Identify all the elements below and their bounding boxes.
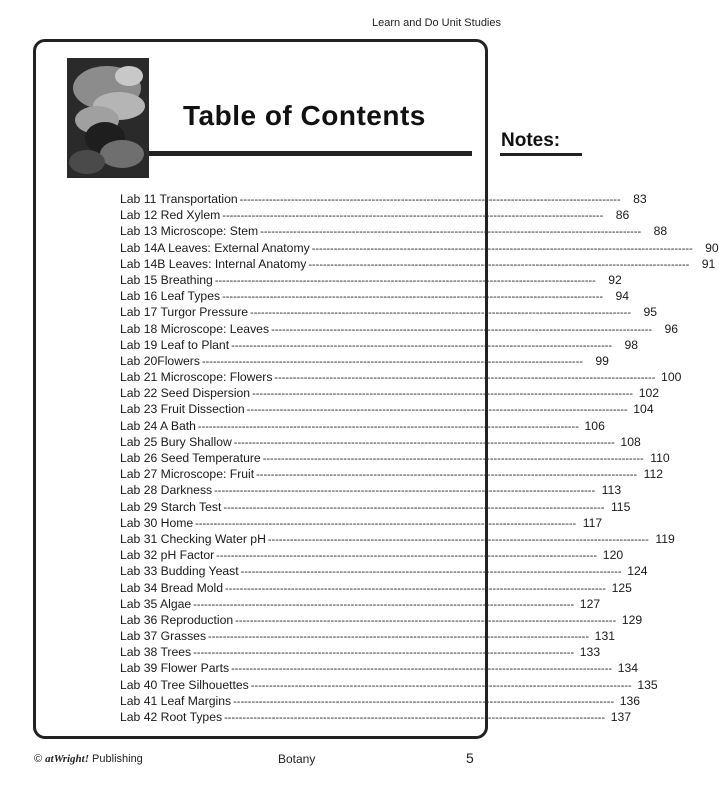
toc-entry-label: Lab 38 Trees [120,645,192,660]
toc-dot-leader: -------------------------------------------------------------------------------------------------------- [239,194,621,206]
toc-dot-leader: -------------------------------------------------------------------------------------------------------- [308,258,690,271]
toc-entry-page: 120 [602,548,624,563]
toc-dot-leader: -------------------------------------------------------------------------------------------------------- [252,388,634,401]
notes-underline [500,153,582,156]
toc-entry-page: 100 [661,370,682,385]
footer-publisher [34,753,143,765]
toc-entry-page: 113 [601,483,622,498]
toc-entry [120,693,641,710]
toc-entry-label: Lab 39 Flower Parts [120,661,230,676]
toc-entry-page: 108 [620,434,641,449]
toc-dot-leader: -------------------------------------------------------------------------------------------------------- [260,226,642,239]
toc-entry-label: Lab 40 Tree Silhouettes [120,677,249,692]
title-underline [149,151,472,156]
toc-entry-page: 106 [584,418,605,433]
toc-dot-leader: -------------------------------------------------------------------------------------------------------- [222,291,604,304]
toc-entry-label: Lab 14A Leaves: External Anatomy [120,240,310,255]
toc-entry-label: Lab 20Flowers [120,353,200,368]
toc-dot-leader: -------------------------------------------------------------------------------------------------------- [197,420,579,433]
toc-list [120,192,719,726]
toc-entry-label: Lab 16 Leaf Types [120,289,221,304]
toc-entry [120,224,668,240]
toc-entry-label: Lab 12 Red Xylem [120,208,221,223]
toc-entry [120,645,601,661]
toc-entry [120,612,643,629]
toc-entry-page: 135 [637,677,658,692]
toc-entry [120,192,647,208]
toc-dot-leader: -------------------------------------------------------------------------------------------------------- [231,339,613,352]
series-header: Learn and Do Unit Studies [371,17,501,29]
toc-entry [120,710,632,726]
toc-entry-page: 86 [615,208,630,223]
toc-entry-page: 90 [705,240,719,255]
toc-entry-label: Lab 22 Seed Dispersion [120,386,251,401]
toc-entry-page: 102 [638,386,660,401]
toc-entry-label: Lab 36 Reproduction [120,612,234,627]
toc-dot-leader: -------------------------------------------------------------------------------------------------------- [240,566,622,579]
toc-entry-label: Lab 28 Darkness [120,483,213,498]
publisher-brand: atWright! [45,753,89,765]
toc-entry [120,531,675,548]
toc-entry-label: Lab 23 Fruit Dissection [120,402,245,417]
toc-entry [120,353,609,370]
toc-entry [120,289,630,305]
toc-dot-leader: -------------------------------------------------------------------------------------------------------- [274,372,656,385]
toc-entry-label: Lab 21 Microscope: Flowers [120,370,273,385]
toc-entry-label: Lab 41 Leaf Margins [120,693,232,708]
toc-entry [120,434,641,451]
toc-entry-label: Lab 13 Microscope: Stem [120,224,259,239]
toc-entry [120,499,631,516]
toc-dot-leader: -------------------------------------------------------------------------------------------------------- [224,712,606,724]
toc-entry-label: Lab 42 Root Types [120,710,223,724]
toc-entry-page: 110 [650,451,670,465]
toc-entry [120,240,719,257]
toc-dot-leader: -------------------------------------------------------------------------------------------------------- [222,210,604,223]
toc-entry-page: 112 [643,467,664,482]
toc-entry [120,402,654,418]
toc-entry-page: 115 [610,499,631,514]
publisher-name: Publishing [92,753,143,765]
toc-dot-leader: -------------------------------------------------------------------------------------------------------- [311,242,693,255]
toc-entry-label: Lab 19 Leaf to Plant [120,337,230,352]
page-number: 5 [466,750,474,766]
toc-entry-page: 91 [701,256,716,271]
toc-dot-leader: -------------------------------------------------------------------------------------------------------- [195,517,577,530]
toc-dot-leader: -------------------------------------------------------------------------------------------------------- [262,453,644,465]
toc-entry-label: Lab 30 Home [120,515,194,530]
toc-entry-label: Lab 27 Microscope: Fruit [120,467,255,482]
toc-dot-leader: -------------------------------------------------------------------------------------------------------- [214,274,596,287]
toc-entry [120,418,605,435]
toc-entry-label: Lab 18 Microscope: Leaves [120,321,270,336]
toc-entry-label: Lab 17 Turgor Pressure [120,305,249,320]
toc-entry [120,467,664,483]
toc-dot-leader: -------------------------------------------------------------------------------------------------------- [193,647,575,660]
toc-entry-page: 99 [595,353,609,368]
toc-dot-leader: -------------------------------------------------------------------------------------------------------- [201,355,583,368]
toc-dot-leader: -------------------------------------------------------------------------------------------------------- [235,614,617,627]
hands-soil-photo [67,58,149,178]
toc-entry-page: 104 [633,402,654,417]
toc-entry [120,515,603,532]
toc-entry [120,305,658,321]
toc-dot-leader: -------------------------------------------------------------------------------------------------------- [193,598,575,611]
toc-entry [120,337,639,354]
toc-entry-page: 125 [611,580,632,595]
toc-entry-label: Lab 11 Transportation [120,192,238,206]
toc-entry-label: Lab 33 Budding Yeast [120,564,239,579]
toc-entry [120,596,601,613]
toc-entry-page: 98 [624,337,639,352]
toc-entry-page: 83 [633,192,647,206]
toc-entry-label: Lab 14B Leaves: Internal Anatomy [120,256,307,271]
notes-label: Notes: [501,130,561,151]
toc-entry [120,370,682,386]
toc-entry-page: 92 [608,272,622,287]
toc-entry [120,564,648,580]
toc-dot-leader: -------------------------------------------------------------------------------------------------------- [216,550,598,563]
toc-dot-leader: -------------------------------------------------------------------------------------------------------- [214,485,596,498]
toc-entry [120,272,622,289]
toc-entry-page: 137 [610,710,632,724]
toc-entry [120,208,630,224]
footer-subject: Botany [278,752,316,766]
toc-dot-leader: -------------------------------------------------------------------------------------------------------- [225,582,606,595]
toc-entry [120,548,624,564]
toc-entry-page: 94 [615,289,630,304]
toc-entry-page: 136 [619,693,641,708]
toc-entry-page: 119 [655,531,675,546]
toc-dot-leader: -------------------------------------------------------------------------------------------------------- [271,323,653,336]
toc-entry-label: Lab 35 Algae [120,596,192,611]
toc-entry-page: 134 [617,661,639,676]
toc-dot-leader: -------------------------------------------------------------------------------------------------------- [250,679,632,692]
toc-entry [120,661,639,677]
toc-entry [120,386,660,402]
toc-entry-page: 95 [643,305,658,320]
copyright-symbol: © [34,753,43,765]
toc-entry-label: Lab 24 A Bath [120,418,196,433]
toc-dot-leader: -------------------------------------------------------------------------------------------------------- [246,404,628,417]
toc-dot-leader: -------------------------------------------------------------------------------------------------------- [233,436,615,449]
toc-entry [120,580,632,597]
toc-entry [120,629,616,645]
toc-entry-page: 129 [621,612,643,627]
toc-entry-page: 124 [627,564,648,579]
toc-entry-label: Lab 26 Seed Temperature [120,451,261,465]
toc-entry-label: Lab 32 pH Factor [120,548,215,563]
toc-entry-page: 88 [653,224,668,239]
toc-entry-label: Lab 37 Grasses [120,629,207,644]
toc-dot-leader: -------------------------------------------------------------------------------------------------------- [223,501,605,514]
toc-entry [120,677,658,694]
toc-entry-page: 96 [664,321,679,336]
toc-dot-leader: -------------------------------------------------------------------------------------------------------- [250,307,632,320]
toc-dot-leader: -------------------------------------------------------------------------------------------------------- [256,469,638,482]
page-title: Table of Contents [183,100,426,131]
toc-entry-label: Lab 34 Bread Mold [120,580,223,595]
toc-entry-label: Lab 31 Checking Water pH [120,531,266,546]
toc-entry-label: Lab 25 Bury Shallow [120,434,232,449]
toc-entry-page: 127 [579,596,601,611]
toc-entry-page: 117 [582,515,603,530]
toc-dot-leader: -------------------------------------------------------------------------------------------------------- [231,663,613,676]
toc-dot-leader: -------------------------------------------------------------------------------------------------------- [233,695,615,708]
toc-entry-page: 133 [579,645,601,660]
toc-entry [120,451,670,467]
toc-dot-leader: -------------------------------------------------------------------------------------------------------- [208,631,590,644]
toc-entry [120,321,679,338]
toc-entry-page: 131 [594,629,616,644]
toc-dot-leader: -------------------------------------------------------------------------------------------------------- [267,533,649,546]
toc-entry [120,483,622,499]
toc-entry-label: Lab 15 Breathing [120,272,213,287]
toc-entry [120,256,716,273]
toc-entry-label: Lab 29 Starch Test [120,499,222,514]
